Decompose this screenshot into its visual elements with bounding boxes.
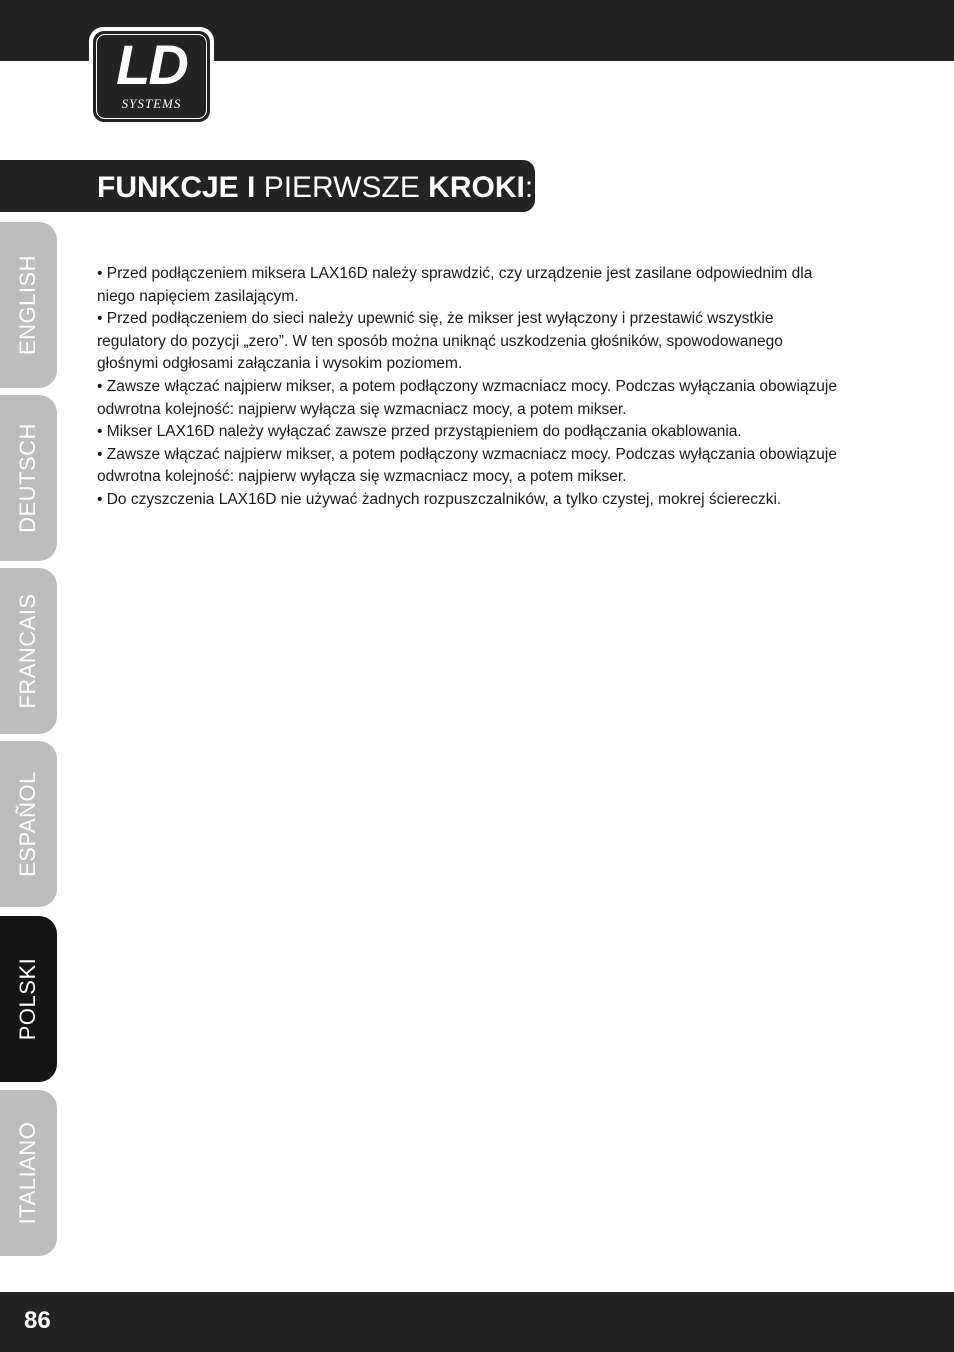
logo-main-text: LD — [116, 33, 187, 96]
bottom-bar — [0, 1292, 954, 1352]
tab-label: DEUTSCH — [15, 423, 40, 533]
safety-instructions — [97, 263, 842, 512]
tab-italiano[interactable] — [0, 1090, 57, 1256]
bullet-item: • Mikser LAX16D należy wyłączać zawsze przed przystąpieniem do podłączania okablowania. — [97, 423, 742, 441]
ld-systems-logo — [89, 27, 214, 126]
tab-label: ITALIANO — [15, 1121, 40, 1225]
tab-label: ESPAÑOL — [15, 771, 40, 877]
logo-sub-text: SYSTEMS — [121, 96, 182, 111]
title-bold-2: KROKI — [428, 171, 525, 204]
title-regular: PIERWSZE — [255, 171, 429, 204]
page-title — [97, 168, 533, 208]
tab-label: FRANCAIS — [15, 593, 40, 709]
bullet-item: • Przed podłączeniem do sieci należy upewnić się, że mikser jest wyłączony i przestawić wszystkie regulatory do pozycji „zero”. W ten sposób można uniknąć uszkodzenia głośników, spowodowanego głośnymi odgłosami załączania i wysokim poziomem. — [97, 310, 783, 373]
title-colon: : — [524, 171, 534, 204]
tab-label: POLSKI — [15, 957, 40, 1041]
bullet-item: • Do czyszczenia LAX16D nie używać żadnych rozpuszczalników, a tylko czystej, mokrej ściereczki. — [97, 490, 782, 508]
page-number: 86 — [24, 1307, 51, 1334]
title-bold-1: FUNKCJE I — [97, 171, 256, 204]
tab-deutsch[interactable] — [0, 395, 57, 561]
tab-english[interactable] — [0, 222, 57, 388]
bullet-item: • Zawsze włączać najpierw mikser, a potem podłączony wzmacniacz mocy. Podczas wyłączania obowiązuje odwrotna kolejność: najpierw wyłącza się wzmacniacz mocy, a potem mikser. — [97, 377, 837, 418]
tab-polski[interactable] — [0, 916, 57, 1082]
tab-francais[interactable] — [0, 568, 57, 734]
bullet-item: • Zawsze włączać najpierw mikser, a potem podłączony wzmacniacz mocy. Podczas wyłączania obowiązuje odwrotna kolejność: najpierw wyłącza się wzmacniacz mocy, a potem mikser. — [97, 445, 837, 486]
bullet-item: • Przed podłączeniem miksera LAX16D należy sprawdzić, czy urządzenie jest zasilane odpowiednim dla niego napięciem zasilającym. — [97, 265, 813, 305]
tab-label: ENGLISH — [15, 254, 40, 356]
tab-espanol[interactable] — [0, 741, 57, 907]
